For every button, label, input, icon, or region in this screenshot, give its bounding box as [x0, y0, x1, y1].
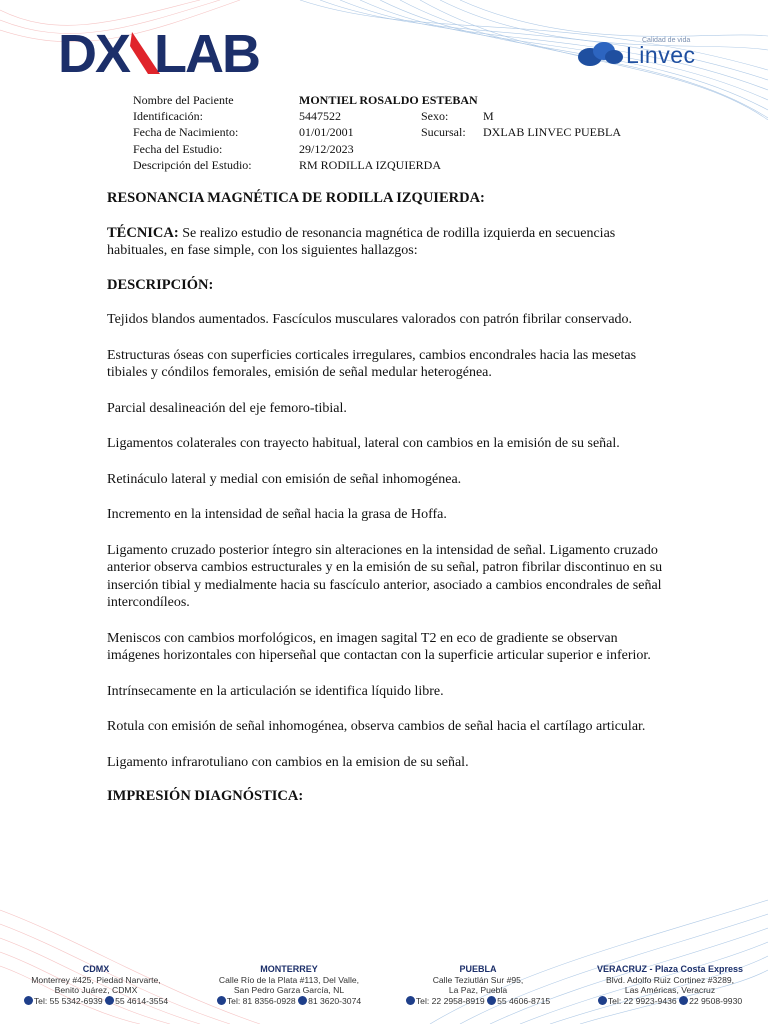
branch-phones — [4, 996, 188, 1007]
branch-address-line2: La Paz, Puebla — [448, 985, 508, 996]
branch-city: MONTERREY — [260, 964, 318, 974]
finding-paragraph: Ligamentos colaterales con trayecto habitual, lateral con cambios en la emisión de su señal. — [107, 436, 620, 451]
impression-heading: IMPRESIÓN DIAGNÓSTICA: — [107, 788, 304, 804]
branch-address-line1: Calle Río de la Plata #113, Del Valle, — [218, 974, 360, 985]
whatsapp-icon — [105, 996, 114, 1005]
patient-id-value: 5447522 — [299, 109, 341, 124]
branch-tel: Tel: 22 9923-9436 — [607, 995, 677, 1006]
whatsapp-icon — [598, 996, 607, 1005]
technique-paragraph — [107, 225, 667, 260]
branch-address-line1: Blvd. Adolfo Ruiz Cortinez #3289, — [605, 974, 735, 985]
branch-city: CDMX — [82, 964, 110, 974]
branch-puebla — [386, 964, 570, 1006]
branch-whatsapp: 55 4606-8715 — [497, 995, 551, 1006]
branch-tel: Tel: 22 2958-8919 — [415, 995, 485, 1006]
branch-address-line1: Monterrey #425, Piedad Narvarte, — [31, 974, 161, 985]
patient-dob-value: 01/01/2001 — [299, 125, 354, 140]
branch-tel: Tel: 55 5342-6939 — [33, 995, 103, 1006]
patient-name-value: MONTIEL ROSALDO ESTEBAN — [299, 93, 478, 107]
branch-monterrey — [196, 964, 382, 1006]
whatsapp-icon — [298, 996, 307, 1005]
branch-whatsapp: 22 9508-9930 — [689, 995, 743, 1006]
linvec-logo — [576, 36, 726, 76]
patient-sex-value: M — [483, 109, 494, 124]
footer-branches — [0, 964, 768, 1014]
branch-phones — [576, 996, 764, 1007]
svg-text:LAB: LAB — [154, 28, 259, 78]
finding-paragraph: Ligamento infrarotuliano con cambios en la emision de su señal. — [107, 754, 469, 770]
whatsapp-icon — [679, 996, 688, 1005]
branch-cdmx — [4, 964, 188, 1006]
study-date-label: Fecha del Estudio: — [133, 141, 223, 156]
description-heading: DESCRIPCIÓN: — [107, 276, 214, 293]
branch-whatsapp: 55 4614-3554 — [115, 995, 169, 1006]
finding-paragraph: Ligamento cruzado posterior íntegro sin alteraciones en la intensidad de señal. Ligamento cruzado anterior observa cambios estructurales y en la emisión de su señal, patron fibrilar discontinuo en su inserción tibial y medialmente hacia su fascículo anterior, asociado a cambios encondrales de señal intercondíleos. — [107, 542, 663, 610]
patient-branch-label: Sucursal: — [421, 125, 466, 140]
technique-label: TÉCNICA: — [107, 224, 179, 241]
patient-id-label: Identificación: — [133, 109, 203, 124]
report-title: RESONANCIA MAGNÉTICA DE RODILLA IZQUIERDA: — [107, 190, 485, 206]
whatsapp-icon — [406, 996, 415, 1005]
branch-city: PUEBLA — [459, 964, 497, 974]
branch-address-line2: Benito Juárez, CDMX — [54, 985, 138, 996]
finding-paragraph: Incremento en la intensidad de señal hacia la grasa de Hoffa. — [107, 507, 447, 522]
linvec-tagline: Calidad de vida — [642, 37, 691, 44]
branch-address-line1: Calle Teziutlán Sur #95, — [432, 974, 524, 985]
finding-paragraph: Intrínsecamente en la articulación se identifica líquido libre. — [107, 683, 444, 699]
branch-tel: Tel: 81 8356-0928 — [226, 995, 296, 1006]
dxlab-logo — [58, 28, 282, 78]
whatsapp-icon — [487, 996, 496, 1005]
branch-city: VERACRUZ - Plaza Costa Express — [596, 964, 744, 974]
study-desc-label: Descripción del Estudio: — [133, 157, 252, 172]
finding-paragraph: Retináculo lateral y medial con emisión de señal inhomogénea. — [107, 471, 462, 487]
branch-veracruz — [576, 964, 764, 1006]
branch-address-line2: San Pedro Garza García, NL — [233, 985, 345, 996]
finding-paragraph: Meniscos con cambios morfológicos, en imagen sagital T2 en eco de gradiente se observan imágenes horizontales con hiperseñal que contactan con la superficie articular superior e inferior. — [107, 630, 651, 663]
finding-paragraph: Rotula con emisión de señal inhomogénea, observa cambios de señal hacia el cartílago articular. — [107, 719, 646, 734]
study-desc-value: RM RODILLA IZQUIERDA — [299, 157, 441, 172]
branch-address-line2: Las Américas, Veracruz — [624, 985, 716, 996]
linvec-symbol-icon — [576, 40, 624, 70]
linvec-name: Linvec — [626, 42, 696, 68]
branch-phones — [386, 996, 570, 1007]
finding-paragraph: Parcial desalineación del eje femoro-tibial. — [107, 400, 347, 416]
patient-dob-label: Fecha de Nacimiento: — [133, 125, 239, 140]
report-body — [107, 190, 667, 806]
branch-phones — [196, 996, 382, 1007]
patient-sex-label: Sexo: — [421, 109, 449, 124]
technique-text: Se realizo estudio de resonancia magnética de rodilla izquierda en secuencias habituales, en fase simple, con los siguientes hallazgos: — [107, 225, 616, 258]
study-date-value: 29/12/2023 — [299, 141, 354, 156]
patient-branch-value: DXLAB LINVEC PUEBLA — [483, 125, 621, 140]
whatsapp-icon — [24, 996, 33, 1005]
patient-name-label: Nombre del Paciente — [133, 93, 234, 107]
svg-text:DX: DX — [58, 28, 130, 78]
branch-whatsapp: 81 3620-3074 — [308, 995, 362, 1006]
finding-paragraph: Estructuras óseas con superficies corticales irregulares, cambios encondrales hacia las mesetas tibiales y cóndilos femorales, emisión de señal medular heterogénea. — [107, 347, 637, 380]
finding-paragraph: Tejidos blandos aumentados. Fascículos musculares valorados con patrón fibrilar conservado. — [107, 312, 633, 327]
whatsapp-icon — [217, 996, 226, 1005]
